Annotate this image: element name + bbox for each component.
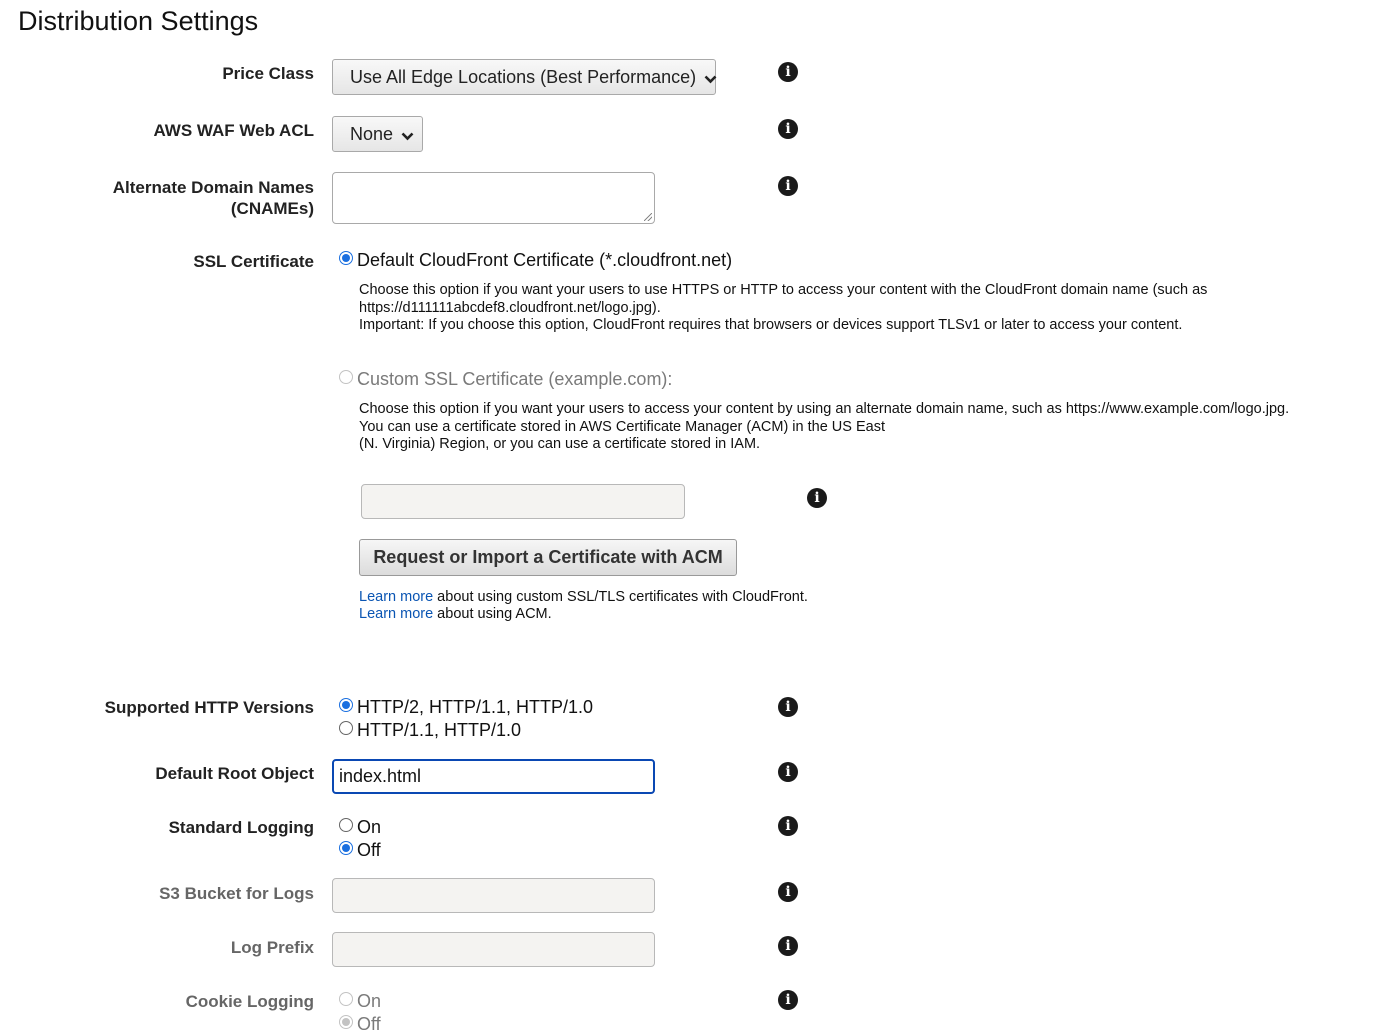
cookie-logging-off-label: Off <box>357 1014 381 1034</box>
waf-label: AWS WAF Web ACL <box>153 121 314 140</box>
ssl-default-radio[interactable] <box>339 251 353 265</box>
cookie-logging-label: Cookie Logging <box>185 992 314 1011</box>
cookie-logging-on-radio[interactable] <box>339 992 353 1006</box>
ssl-label: SSL Certificate <box>193 252 314 271</box>
info-icon[interactable]: i <box>778 62 798 82</box>
info-icon[interactable]: i <box>778 990 798 1010</box>
ssl-custom-desc-line2: You can use a certificate stored in AWS Certificate Manager (ACM) in the US East <box>359 418 885 435</box>
standard-logging-label: Standard Logging <box>168 818 314 837</box>
cnames-label <box>113 177 314 219</box>
standard-logging-off-label: Off <box>357 840 381 860</box>
cookie-logging-off-radio[interactable] <box>339 1015 353 1029</box>
http-versions-label: Supported HTTP Versions <box>104 698 314 717</box>
page-title: Distribution Settings <box>18 6 259 36</box>
ssl-default-desc-line2: https://d111111abcdef8.cloudfront.net/logo.jpg). <box>359 299 661 316</box>
ssl-custom-radio[interactable] <box>339 370 353 384</box>
ssl-custom-label: Custom SSL Certificate (example.com): <box>357 369 673 389</box>
resize-handle-icon[interactable] <box>644 213 652 221</box>
custom-certificate-input[interactable] <box>361 484 685 519</box>
standard-logging-off-radio[interactable] <box>339 841 353 855</box>
root-object-label: Default Root Object <box>155 764 314 783</box>
ssl-custom-desc-line3: (N. Virginia) Region, or you can use a certificate stored in IAM. <box>359 436 761 452</box>
info-icon[interactable]: i <box>778 762 798 782</box>
ssl-custom-description <box>359 401 1289 454</box>
http2-label: HTTP/2, HTTP/1.1, HTTP/1.0 <box>357 697 594 717</box>
cnames-label-line2: (CNAMEs) <box>230 199 314 218</box>
ssl-custom-desc-line1: Choose this option if you want your users to access your content by using an alternate domain name, such as https://www.example.com/logo.jpg. <box>359 401 1290 417</box>
info-icon[interactable]: i <box>778 119 798 139</box>
learn-more-ssl-link[interactable]: Learn more <box>359 589 434 605</box>
learn-more-acm <box>359 606 552 624</box>
http11-radio[interactable] <box>339 721 353 735</box>
info-icon[interactable]: i <box>778 882 798 902</box>
s3-bucket-input[interactable] <box>332 878 655 913</box>
ssl-default-description <box>359 282 1207 335</box>
price-class-label: Price Class <box>222 64 314 83</box>
info-icon[interactable]: i <box>778 176 798 196</box>
log-prefix-input[interactable] <box>332 932 655 967</box>
chevron-down-icon <box>401 118 414 152</box>
root-object-input[interactable]: index.html <box>332 759 655 794</box>
learn-more-ssl <box>359 589 808 607</box>
cookie-logging-on-label: On <box>357 991 382 1011</box>
info-icon[interactable]: i <box>778 697 798 717</box>
request-import-acm-button[interactable]: Request or Import a Certificate with ACM <box>359 539 737 576</box>
learn-more-ssl-text: about using custom SSL/TLS certificates with CloudFront. <box>433 589 808 605</box>
learn-more-acm-link[interactable]: Learn more <box>359 606 434 622</box>
learn-more-acm-text: about using ACM. <box>433 606 552 622</box>
cnames-textarea[interactable] <box>332 172 655 224</box>
info-icon[interactable]: i <box>778 816 798 836</box>
log-prefix-label: Log Prefix <box>230 938 314 957</box>
chevron-down-icon <box>704 61 717 95</box>
http11-label: HTTP/1.1, HTTP/1.0 <box>357 720 522 740</box>
info-icon[interactable]: i <box>778 936 798 956</box>
http2-radio[interactable] <box>339 698 353 712</box>
price-class-select[interactable] <box>332 59 716 95</box>
ssl-default-desc-line3: Important: If you choose this option, CloudFront requires that browsers or devices support TLSv1 or later to access your content. <box>359 317 1183 333</box>
standard-logging-on-label: On <box>357 817 382 837</box>
waf-value: None <box>350 124 394 144</box>
ssl-default-desc-line1: Choose this option if you want your users to use HTTPS or HTTP to access your content with the CloudFront domain name (such as <box>359 282 1208 298</box>
ssl-default-label: Default CloudFront Certificate (*.cloudfront.net) <box>357 250 733 270</box>
standard-logging-on-radio[interactable] <box>339 818 353 832</box>
info-icon[interactable]: i <box>807 488 827 508</box>
waf-select[interactable] <box>332 116 423 152</box>
s3-bucket-label: S3 Bucket for Logs <box>159 884 314 903</box>
cnames-label-line1: Alternate Domain Names <box>112 178 314 197</box>
price-class-value: Use All Edge Locations (Best Performance) <box>350 67 697 87</box>
